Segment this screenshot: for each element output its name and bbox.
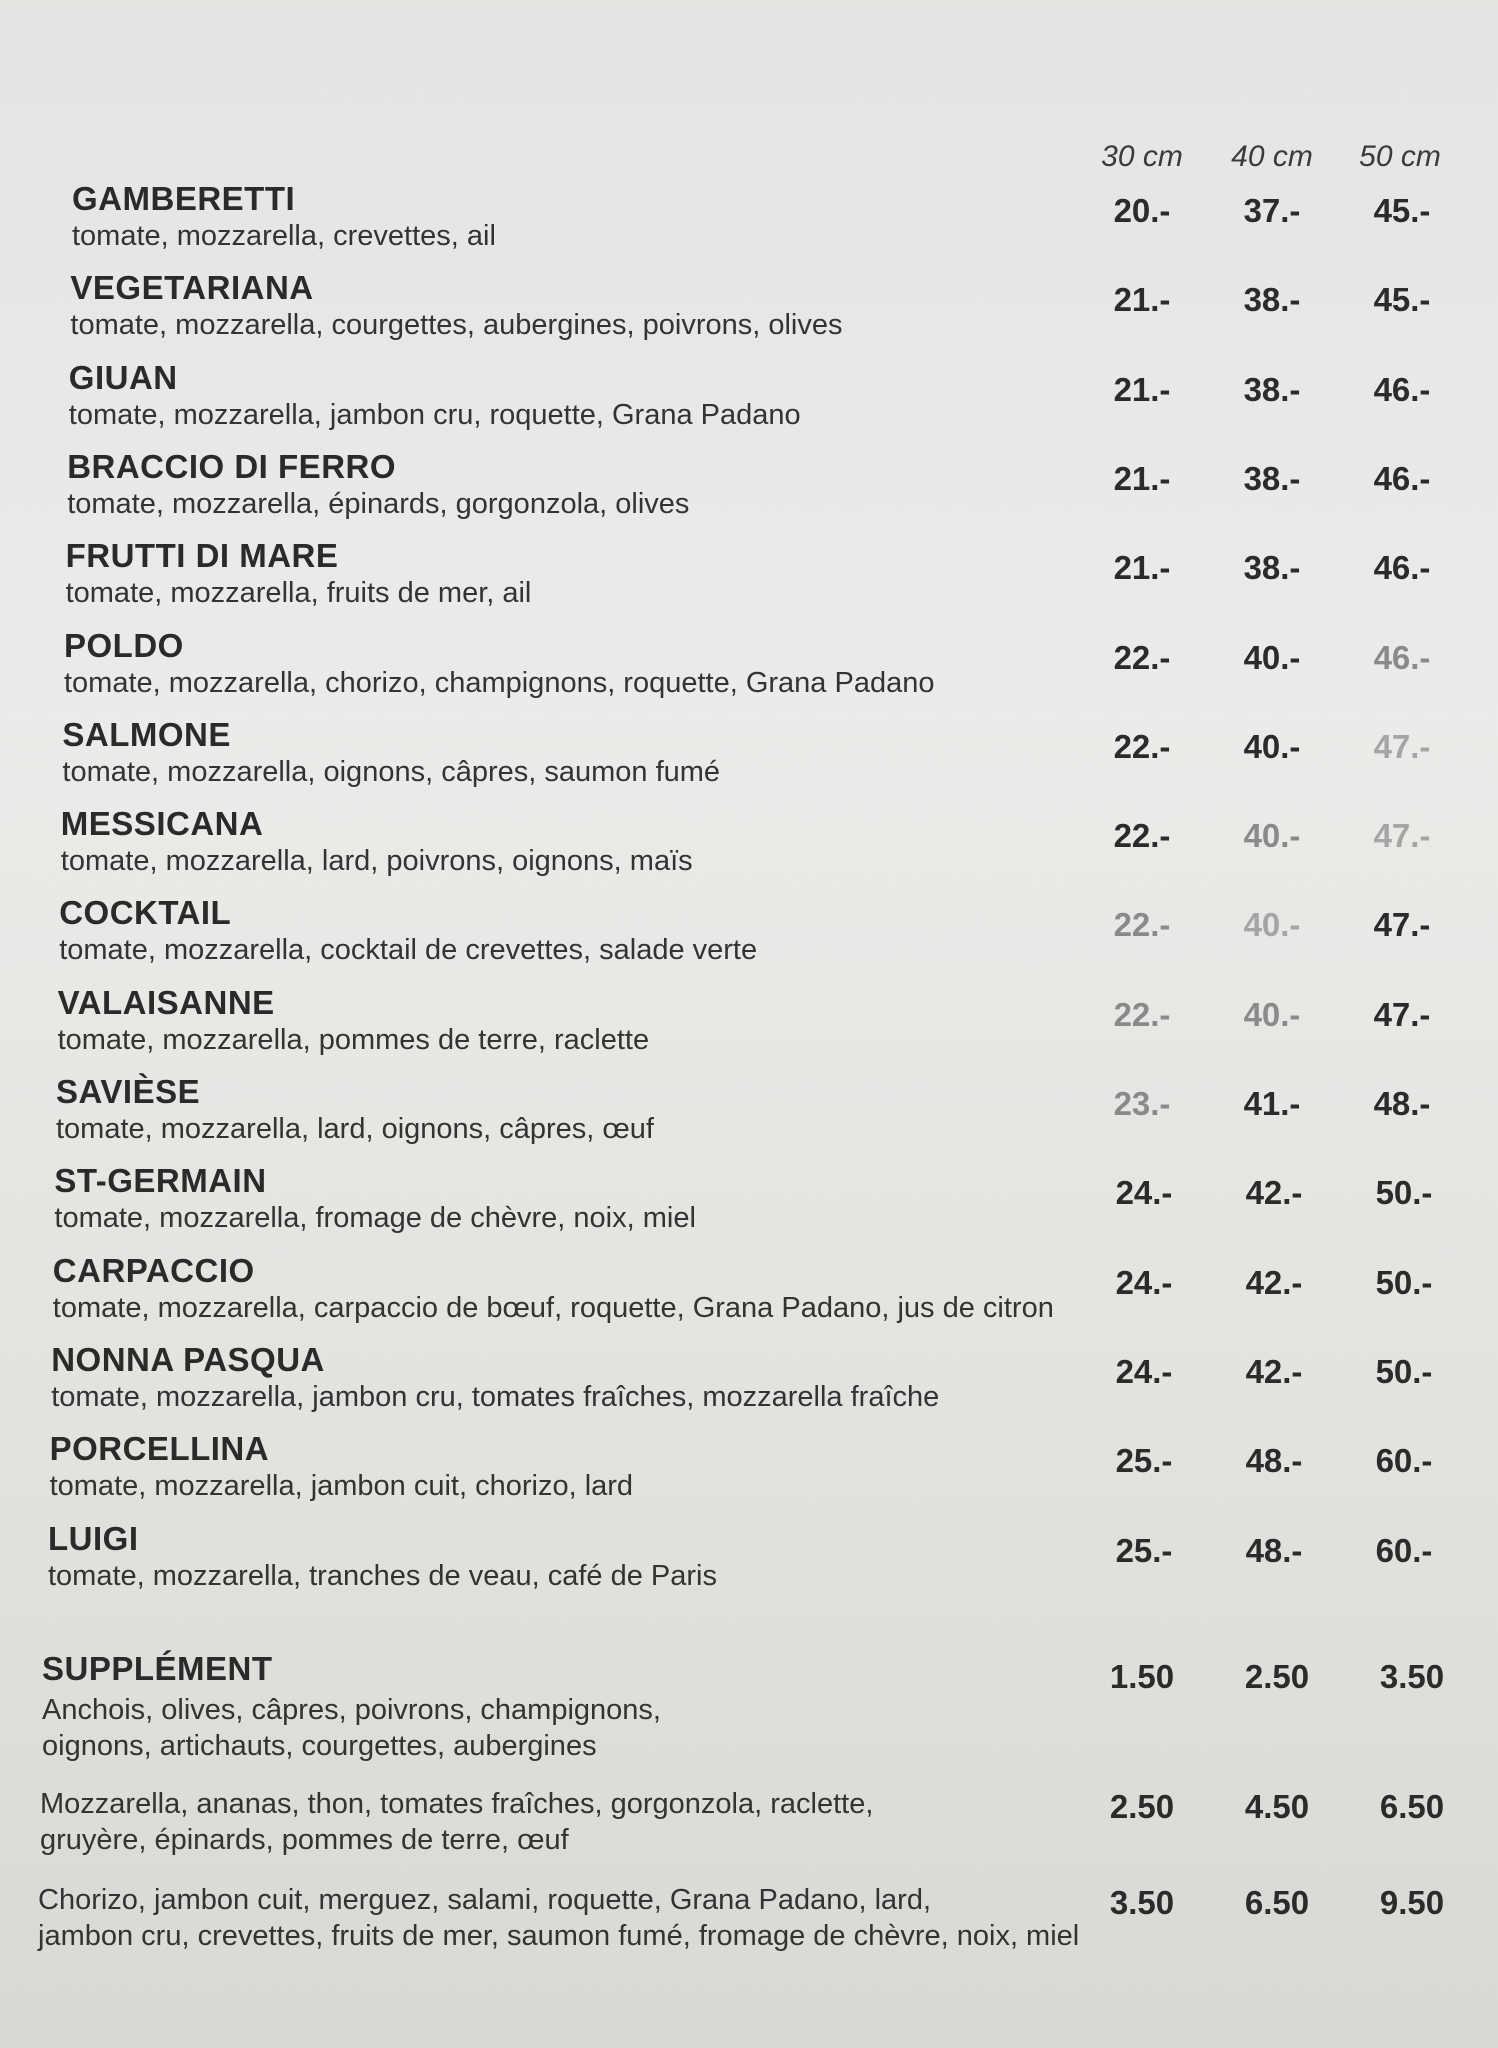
- pizza-description: tomate, mozzarella, épinards, gorgonzola, olives: [67, 487, 690, 520]
- pizza-price-40cm: 41.-: [1243, 1085, 1301, 1122]
- pizza-price-40cm: 48.-: [1245, 1442, 1303, 1480]
- pizza-name: GIUAN: [68, 358, 178, 396]
- pizza-price-50cm: 46.-: [1373, 459, 1431, 497]
- pizza-price-40cm: 40.-: [1243, 638, 1301, 676]
- pizza-price-50cm: 60.-: [1375, 1442, 1433, 1480]
- pizza-name: COCKTAIL: [59, 894, 232, 932]
- pizza-description: tomate, mozzarella, oignons, câpres, saumon fumé: [62, 755, 721, 788]
- pizza-name: SALMONE: [62, 715, 231, 753]
- pizza-description: tomate, mozzarella, jambon cru, roquette, Grana Padano: [68, 398, 801, 431]
- pizza-price-50cm: 47.-: [1373, 727, 1431, 765]
- pizza-price-30cm: 24.-: [1115, 1352, 1173, 1390]
- supplement-title: SUPPLÉMENT: [42, 1650, 273, 1687]
- pizza-name: VALAISANNE: [57, 983, 275, 1021]
- pizza-price-40cm: 40.-: [1243, 727, 1301, 765]
- size-header-30: 30 cm: [1101, 140, 1183, 173]
- pizza-description: tomate, mozzarella, courgettes, aubergines, poivrons, olives: [70, 309, 843, 342]
- pizza-price-40cm: 40.-: [1243, 906, 1301, 944]
- pizza-name: NONNA PASQUA: [51, 1340, 325, 1378]
- pizza-name: LUIGI: [48, 1519, 139, 1557]
- pizza-name: PORCELLINA: [49, 1430, 270, 1468]
- pizza-price-50cm: 47.-: [1373, 817, 1431, 855]
- pizza-price-30cm: 22.-: [1113, 727, 1171, 765]
- pizza-price-50cm: 45.-: [1373, 192, 1431, 229]
- pizza-price-50cm: 46.-: [1373, 549, 1431, 587]
- pizza-price-40cm: 42.-: [1245, 1352, 1303, 1390]
- pizza-description: tomate, mozzarella, lard, poivrons, oignons, maïs: [60, 845, 693, 878]
- pizza-price-30cm: 21.-: [1113, 370, 1171, 408]
- pizza-price-30cm: 21.-: [1113, 549, 1171, 587]
- pizza-price-40cm: 38.-: [1243, 549, 1301, 587]
- supplement-price-30cm: 2.50: [1109, 1788, 1175, 1825]
- pizza-description: tomate, mozzarella, carpaccio de bœuf, roquette, Grana Padano, jus de citron: [52, 1291, 1054, 1324]
- pizza-description: tomate, mozzarella, crevettes, ail: [72, 220, 496, 252]
- pizza-price-50cm: 45.-: [1373, 281, 1431, 319]
- supplement-ingredients-line: Anchois, olives, câpres, poivrons, champignons,: [42, 1694, 661, 1726]
- supplement-price-30cm: 3.50: [1109, 1884, 1175, 1921]
- pizza-price-30cm: 22.-: [1113, 995, 1171, 1033]
- pizza-price-30cm: 22.-: [1113, 817, 1171, 855]
- pizza-price-40cm: 38.-: [1243, 370, 1301, 408]
- pizza-price-50cm: 47.-: [1373, 995, 1431, 1033]
- supplement-price-50cm: 6.50: [1379, 1788, 1445, 1825]
- pizza-price-40cm: 37.-: [1243, 192, 1301, 229]
- pizza-price-30cm: 20.-: [1113, 192, 1171, 229]
- pizza-price-30cm: 22.-: [1113, 638, 1171, 676]
- supplement-ingredients-line: Chorizo, jambon cuit, merguez, salami, roquette, Grana Padano, lard,: [38, 1884, 932, 1916]
- size-header-50: 50 cm: [1359, 140, 1441, 173]
- pizza-price-50cm: 46.-: [1373, 638, 1431, 676]
- pizza-description: tomate, mozzarella, tranches de veau, café de Paris: [48, 1559, 717, 1592]
- pizza-description: tomate, mozzarella, cocktail de crevettes, salade verte: [59, 934, 758, 967]
- pizza-price-30cm: 25.-: [1115, 1442, 1173, 1480]
- supplement-ingredients-line: Mozzarella, ananas, thon, tomates fraîches, gorgonzola, raclette,: [40, 1788, 874, 1820]
- pizza-price-40cm: 42.-: [1245, 1263, 1303, 1301]
- supplement-price-50cm: 9.50: [1379, 1884, 1445, 1921]
- pizza-description: tomate, mozzarella, fromage de chèvre, noix, miel: [54, 1202, 696, 1235]
- pizza-description: tomate, mozzarella, lard, oignons, câpres, œuf: [56, 1113, 654, 1145]
- pizza-price-40cm: 40.-: [1243, 817, 1301, 855]
- size-header-40: 40 cm: [1231, 140, 1313, 173]
- pizza-name: MESSICANA: [60, 805, 264, 843]
- pizza-description: tomate, mozzarella, fruits de mer, ail: [65, 577, 532, 610]
- pizza-price-50cm: 48.-: [1373, 1085, 1431, 1122]
- pizza-name: ST-GERMAIN: [54, 1162, 267, 1200]
- pizza-name: SAVIÈSE: [56, 1073, 201, 1110]
- pizza-description: tomate, mozzarella, jambon cuit, chorizo, lard: [49, 1470, 634, 1503]
- pizza-price-30cm: 21.-: [1113, 459, 1171, 497]
- pizza-name: BRACCIO DI FERRO: [67, 447, 397, 485]
- pizza-description: tomate, mozzarella, chorizo, champignons, roquette, Grana Padano: [64, 666, 935, 699]
- pizza-price-50cm: 60.-: [1375, 1531, 1433, 1569]
- pizza-price-30cm: 25.-: [1115, 1531, 1173, 1569]
- supplement-ingredients-line: oignons, artichauts, courgettes, aubergines: [42, 1730, 597, 1762]
- pizza-description: tomate, mozzarella, jambon cru, tomates fraîches, mozzarella fraîche: [51, 1380, 940, 1413]
- pizza-name: CARPACCIO: [52, 1251, 255, 1289]
- supplement-ingredients-line: gruyère, épinards, pommes de terre, œuf: [40, 1824, 569, 1856]
- pizza-name: VEGETARIANA: [70, 269, 314, 307]
- pizza-price-50cm: 50.-: [1375, 1352, 1433, 1390]
- pizza-price-40cm: 42.-: [1245, 1174, 1303, 1212]
- pizza-price-30cm: 24.-: [1115, 1263, 1173, 1301]
- pizza-price-40cm: 38.-: [1243, 281, 1301, 319]
- pizza-price-30cm: 22.-: [1113, 906, 1171, 944]
- pizza-price-40cm: 48.-: [1245, 1531, 1303, 1569]
- pizza-price-50cm: 46.-: [1373, 370, 1431, 408]
- supplement-price-30cm: 1.50: [1109, 1658, 1175, 1695]
- pizza-price-50cm: 50.-: [1375, 1174, 1433, 1212]
- pizza-price-30cm: 21.-: [1113, 281, 1171, 319]
- pizza-price-40cm: 38.-: [1243, 459, 1301, 497]
- supplement-price-40cm: 2.50: [1244, 1658, 1310, 1695]
- pizza-name: FRUTTI DI MARE: [65, 537, 339, 575]
- pizza-price-30cm: 23.-: [1113, 1085, 1171, 1122]
- pizza-price-40cm: 40.-: [1243, 995, 1301, 1033]
- pizza-price-30cm: 24.-: [1115, 1174, 1173, 1212]
- pizza-name: POLDO: [64, 626, 184, 664]
- pizza-description: tomate, mozzarella, pommes de terre, raclette: [57, 1023, 650, 1056]
- pizza-price-50cm: 47.-: [1373, 906, 1431, 944]
- supplement-price-40cm: 6.50: [1244, 1884, 1310, 1921]
- supplement-price-50cm: 3.50: [1379, 1658, 1445, 1695]
- supplement-ingredients-line: jambon cru, crevettes, fruits de mer, saumon fumé, fromage de chèvre, noix, miel: [38, 1920, 1080, 1952]
- pizza-price-50cm: 50.-: [1375, 1263, 1433, 1301]
- pizza-name: GAMBERETTI: [72, 180, 296, 217]
- supplement-price-40cm: 4.50: [1244, 1788, 1310, 1825]
